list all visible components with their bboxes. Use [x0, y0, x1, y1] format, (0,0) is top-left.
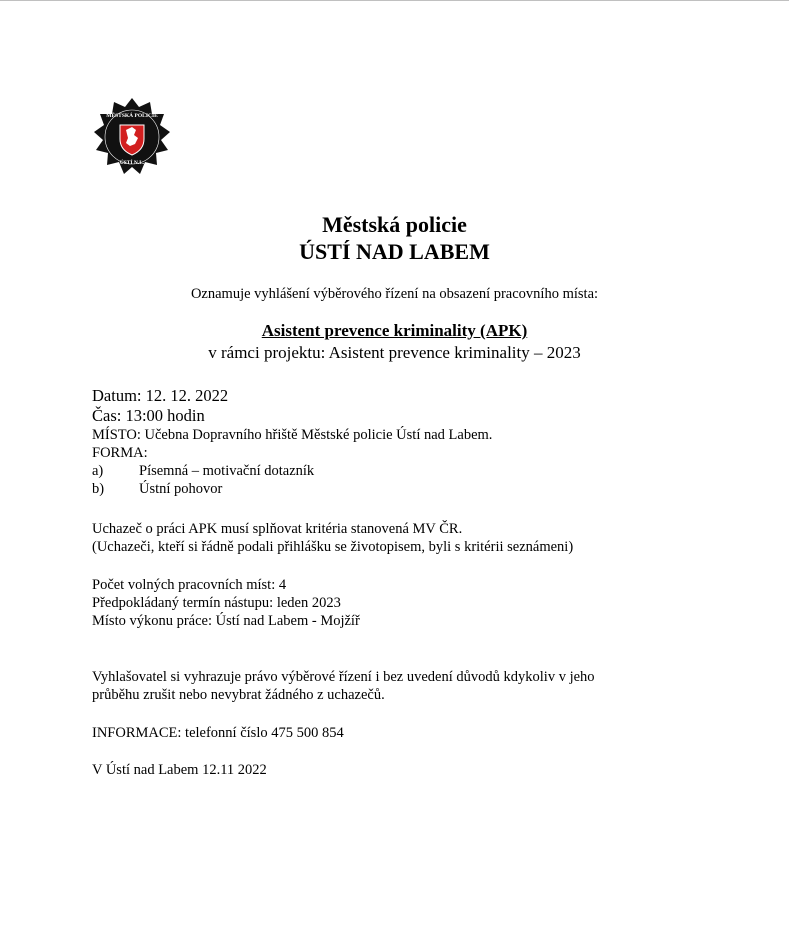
form-item-marker: b): [92, 481, 105, 497]
job-section: [92, 576, 360, 630]
details-section: [92, 386, 492, 498]
form-label: FORMA:: [92, 445, 148, 461]
title-line-2: ÚSTÍ NAD LABEM: [299, 239, 490, 264]
place-and-date: V Ústí nad Labem 12.11 2022: [92, 762, 267, 778]
time: Čas: 13:00 hodin: [92, 406, 205, 425]
criteria-line-2: (Uchazeči, kteří si řádně podali přihlášku se životopisem, byli s kritérii seznámeni): [92, 539, 574, 555]
disclaimer-section: [92, 668, 595, 704]
position-name: Asistent prevence kriminality (APK): [261, 321, 528, 340]
city-police-badge-logo: [92, 97, 172, 179]
job-place: Místo výkonu práce: Ústí nad Labem - Mojžíř: [92, 613, 360, 629]
intro-text: Oznamuje vyhlášení výběrového řízení na obsazení pracovního místa:: [190, 286, 599, 302]
form-item-marker: a): [92, 463, 104, 479]
top-border: [0, 0, 789, 1]
disclaimer-line-2: průběhu zrušit nebo nevybrat žádného z uchazečů.: [92, 687, 385, 703]
form-item: [92, 480, 492, 498]
title-line-1: Městská policie: [322, 212, 467, 237]
disclaimer-line-1: Vyhlašovatel si vyhrazuje právo výběrové řízení i bez uvedení důvodů kdykoliv v jeho: [92, 669, 595, 685]
svg-text:ÚSTÍ N.L.: ÚSTÍ N.L.: [119, 160, 145, 166]
job-start: Předpokládaný termín nástupu: leden 2023: [92, 595, 341, 611]
contact-info: INFORMACE: telefonní číslo 475 500 854: [92, 725, 344, 741]
svg-text:MĚSTSKÁ POLICIE: MĚSTSKÁ POLICIE: [106, 113, 158, 119]
form-item: [92, 462, 492, 480]
criteria-section: [92, 520, 573, 556]
date: Datum: 12. 12. 2022: [92, 386, 229, 405]
form-item-text: Písemná – motivační dotazník: [139, 463, 315, 479]
project-name: v rámci projektu: Asistent prevence kriminality – 2023: [208, 343, 581, 362]
criteria-line-1: Uchazeč o práci APK musí splňovat kritéria stanovená MV ČR.: [92, 521, 463, 537]
location: MÍSTO: Učebna Dopravního hřiště Městské policie Ústí nad Labem.: [92, 427, 493, 443]
job-count: Počet volných pracovních míst: 4: [92, 577, 287, 593]
form-item-text: Ústní pohovor: [139, 481, 223, 497]
